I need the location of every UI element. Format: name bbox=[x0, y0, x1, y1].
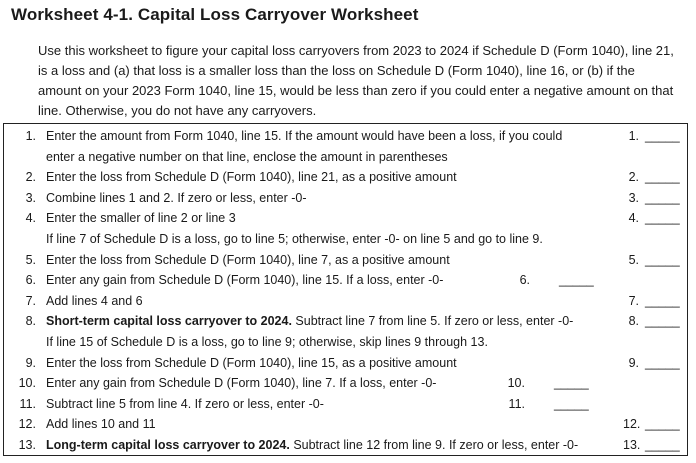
worksheet-line bbox=[4, 229, 689, 249]
line-text: If line 15 of Schedule D is a loss, go to line 9; otherwise, skip lines 9 through 13. bbox=[46, 335, 488, 349]
line-number: 9. bbox=[25, 355, 36, 370]
sub-answer-blank[interactable]: _____ bbox=[554, 396, 589, 411]
answer-blank[interactable]: _____ bbox=[645, 355, 680, 370]
worksheet-intro: Use this worksheet to figure your capital loss carryovers from 2023 to 2024 if Schedule D (Form 1040), line 21, is a loss and (a) that loss is a smaller loss than the loss on Schedule D (Form 1040), line 16, or (b) if the amount on your 2023 Form 1040, line 15, would be less than zero if you could enter a negative amount on that line. Otherwise, you do not have any carryovers. bbox=[38, 43, 674, 118]
worksheet-line bbox=[4, 394, 689, 414]
line-number: 1. bbox=[25, 129, 36, 143]
line-number: 13. bbox=[18, 438, 36, 452]
answer-blank[interactable]: _____ bbox=[645, 170, 680, 185]
worksheet-line bbox=[4, 291, 689, 311]
line-number: 8. bbox=[25, 314, 36, 329]
line-number: 6. bbox=[25, 273, 36, 288]
line-text: Enter the amount from Form 1040, line 15. If the amount would have been a loss, if you could bbox=[46, 129, 563, 143]
line-heading: Short-term capital loss carryover to 2024. bbox=[46, 314, 292, 329]
answer-line-number: 7. bbox=[628, 293, 639, 308]
line-text: If line 7 of Schedule D is a loss, go to line 5; otherwise, enter -0- on line 5 and go to line 9. bbox=[46, 232, 543, 246]
line-number: 12. bbox=[18, 417, 36, 432]
answer-line-number: 4. bbox=[628, 211, 639, 226]
worksheet-line bbox=[4, 435, 689, 455]
answer-blank[interactable]: _____ bbox=[645, 252, 680, 267]
answer-line-number: 12. bbox=[623, 417, 641, 432]
line-text: Long-term capital loss carryover to 2024. Subtract line 12 from line 9. If zero or less, enter -0- bbox=[46, 438, 579, 452]
worksheet-line bbox=[4, 353, 689, 373]
answer-line-number: 13. bbox=[623, 438, 641, 452]
worksheet-line bbox=[4, 147, 689, 167]
answer-blank[interactable]: _____ bbox=[645, 314, 680, 329]
line-text: Enter any gain from Schedule D (Form 1040), line 7. If a loss, enter -0- bbox=[46, 376, 437, 391]
line-text: Enter the smaller of line 2 or line 3 bbox=[46, 211, 236, 226]
worksheet-line bbox=[4, 373, 689, 393]
line-text: Add lines 10 and 11 bbox=[46, 417, 156, 432]
answer-blank[interactable]: _____ bbox=[645, 417, 680, 432]
worksheet-line bbox=[4, 208, 689, 228]
sub-line-number: 6. bbox=[519, 273, 530, 288]
sub-answer-blank[interactable]: _____ bbox=[559, 273, 594, 288]
line-text: Add lines 4 and 6 bbox=[46, 293, 143, 308]
answer-blank[interactable]: _____ bbox=[645, 129, 680, 143]
answer-blank[interactable]: _____ bbox=[645, 190, 680, 205]
answer-line-number: 5. bbox=[628, 252, 639, 267]
line-text: Short-term capital loss carryover to 2024. Subtract line 7 from line 5. If zero or less, enter -0- bbox=[46, 314, 574, 329]
line-number: 2. bbox=[25, 170, 36, 185]
sub-answer-blank[interactable]: _____ bbox=[554, 376, 589, 391]
worksheet-line bbox=[4, 414, 689, 434]
worksheet-line bbox=[4, 250, 689, 270]
line-text: Combine lines 1 and 2. If zero or less, enter -0- bbox=[46, 190, 307, 205]
worksheet-line bbox=[4, 311, 689, 331]
line-text: enter a negative number on that line, enclose the amount in parentheses bbox=[46, 149, 448, 164]
worksheet-line bbox=[4, 270, 689, 290]
answer-blank[interactable]: _____ bbox=[645, 211, 680, 226]
line-number: 5. bbox=[25, 252, 36, 267]
answer-line-number: 9. bbox=[628, 355, 639, 370]
line-number: 10. bbox=[18, 376, 36, 391]
line-text: Subtract line 5 from line 4. If zero or less, enter -0- bbox=[46, 396, 324, 411]
worksheet-line bbox=[4, 332, 689, 352]
line-text: Enter the loss from Schedule D (Form 1040), line 7, as a positive amount bbox=[46, 252, 450, 267]
line-text: Enter any gain from Schedule D (Form 1040), line 15. If a loss, enter -0- bbox=[46, 273, 444, 288]
answer-line-number: 3. bbox=[628, 190, 639, 205]
line-number: 4. bbox=[25, 211, 36, 226]
worksheet-title: Worksheet 4-1. Capital Loss Carryover Worksheet bbox=[11, 5, 419, 24]
worksheet-line bbox=[4, 167, 689, 187]
answer-blank[interactable]: _____ bbox=[645, 438, 680, 452]
line-heading: Long-term capital loss carryover to 2024. bbox=[46, 438, 290, 452]
line-number: 3. bbox=[25, 190, 36, 205]
sub-line-number: 11. bbox=[508, 396, 525, 411]
answer-line-number: 2. bbox=[628, 170, 639, 185]
worksheet-line bbox=[4, 188, 689, 208]
worksheet-table bbox=[3, 123, 688, 456]
line-text: Enter the loss from Schedule D (Form 1040), line 15, as a positive amount bbox=[46, 355, 457, 370]
answer-line-number: 1. bbox=[628, 129, 639, 143]
worksheet-line bbox=[4, 126, 689, 146]
answer-line-number: 8. bbox=[628, 314, 639, 329]
line-text: Enter the loss from Schedule D (Form 1040), line 21, as a positive amount bbox=[46, 170, 457, 185]
line-number: 11. bbox=[19, 396, 36, 411]
line-number: 7. bbox=[25, 293, 36, 308]
answer-blank[interactable]: _____ bbox=[645, 293, 680, 308]
sub-line-number: 10. bbox=[507, 376, 525, 391]
